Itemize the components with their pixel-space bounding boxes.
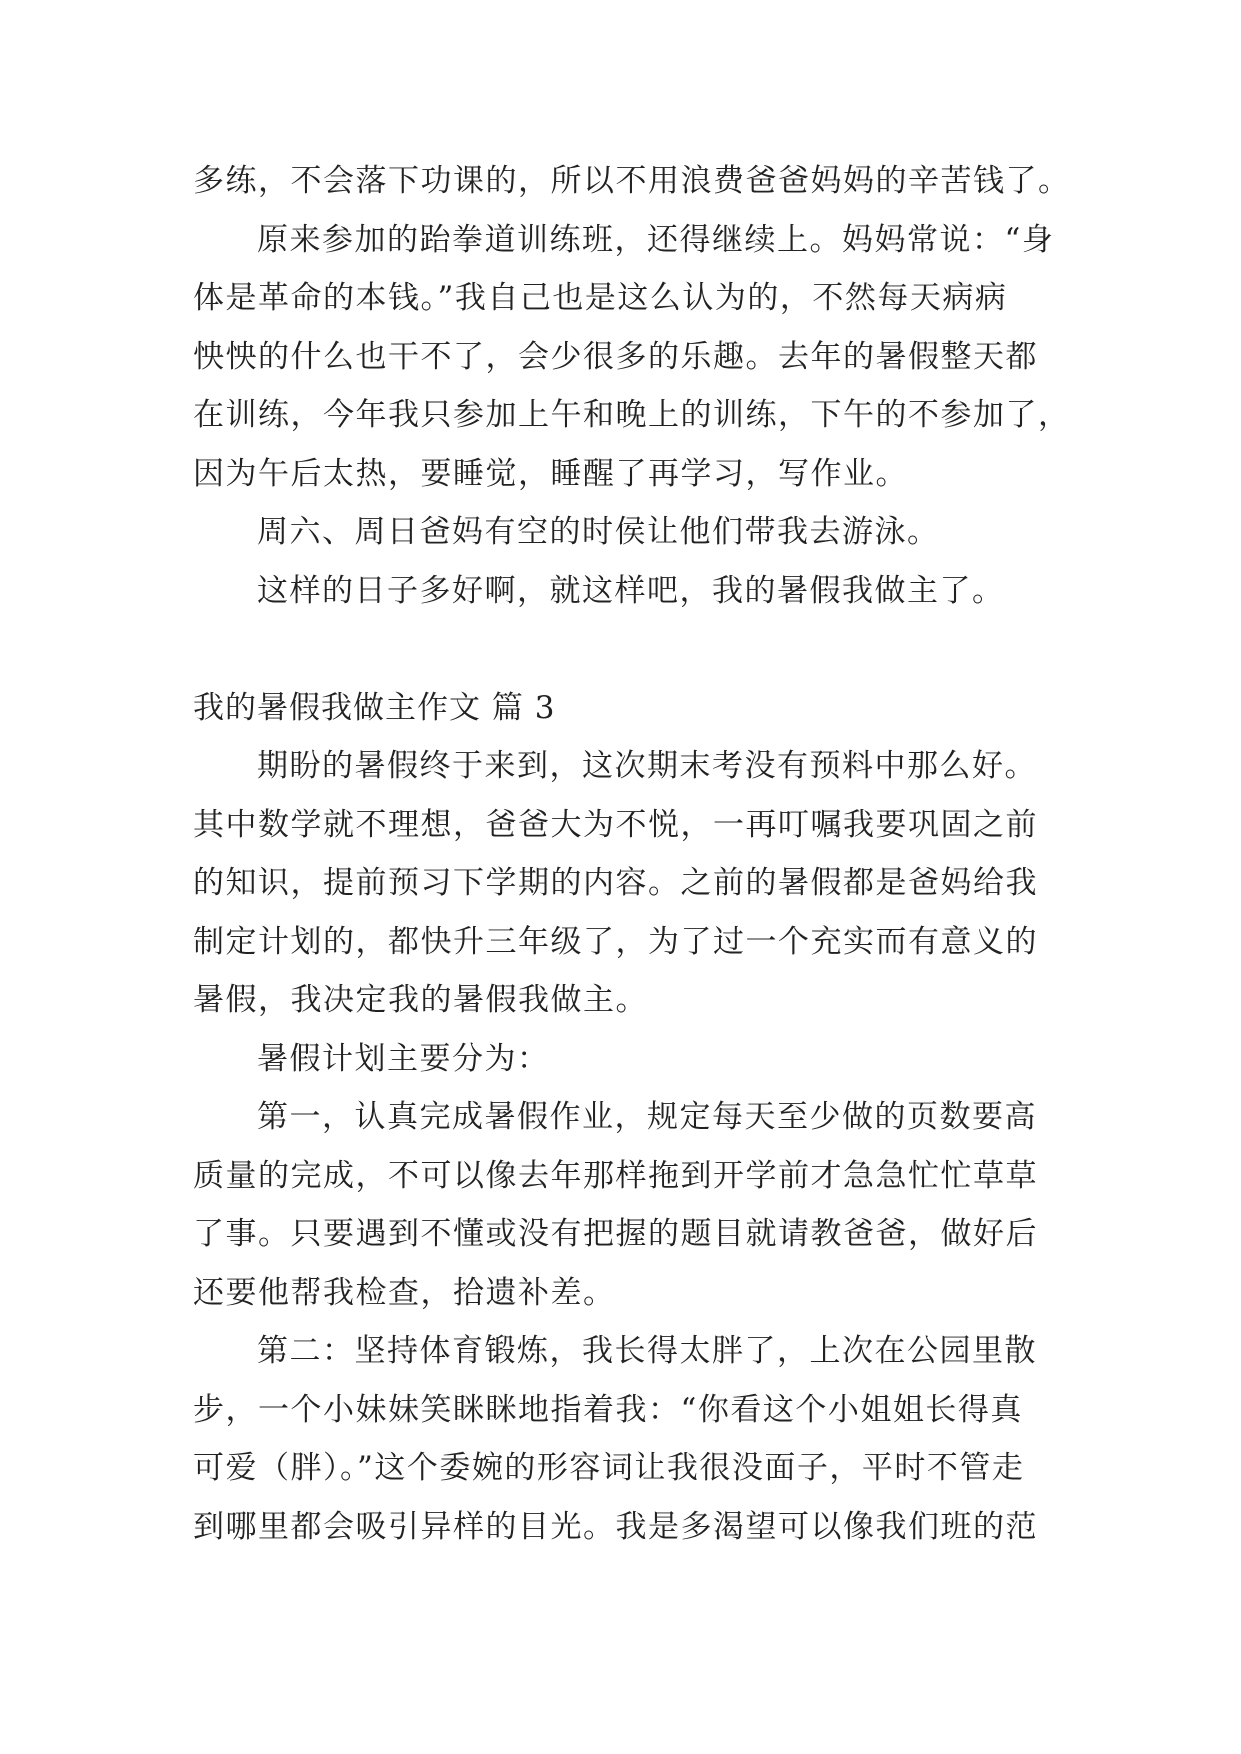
- text-line: 的知识，提前预习下学期的内容。之前的暑假都是爸妈给我: [193, 865, 1038, 901]
- text-line: 体是革命的本钱。”我自己也是这么认为的，不然每天病病: [193, 280, 1008, 316]
- text-line: 其中数学就不理想，爸爸大为不悦，一再叮嘱我要巩固之前: [193, 806, 1038, 843]
- paragraph-start-line: 期盼的暑假终于来到，这次期末考没有预料中那么好。: [257, 748, 1037, 784]
- text-line: 到哪里都会吸引异样的目光。我是多渴望可以像我们班的范: [193, 1508, 1038, 1545]
- text-line: 因为午后太热，要睡觉，睡醒了再学习，写作业。: [193, 455, 908, 492]
- paragraph-start-line: 暑假计划主要分为：: [257, 1040, 550, 1077]
- section-spacer: [193, 620, 1053, 679]
- text-line: 多练，不会落下功课的，所以不用浪费爸爸妈妈的辛苦钱了。: [193, 163, 1071, 199]
- paragraph-start-line: 第一，认真完成暑假作业，规定每天至少做的页数要高: [257, 1099, 1037, 1135]
- paragraph-start-line: 原来参加的跆拳道训练班，还得继续上。妈妈常说：“身: [257, 221, 1055, 258]
- paragraph-start-line: 第二：坚持体育锻炼，我长得太胖了，上次在公园里散: [257, 1333, 1037, 1369]
- paragraph-start-line: 周六、周日爸妈有空的时侯让他们带我去游泳。: [257, 514, 940, 550]
- text-line: 暑假，我决定我的暑假我做主。: [193, 982, 648, 1018]
- text-line: 步，一个小妹妹笑眯眯地指着我：“你看这个小姐姐长得真: [193, 1391, 1023, 1428]
- section-heading: 我的暑假我做主作文 篇 3: [193, 689, 556, 726]
- text-line: 了事。只要遇到不懂或没有把握的题目就请教爸爸，做好后: [193, 1216, 1038, 1252]
- text-line: 制定计划的，都快升三年级了，为了过一个充实而有意义的: [193, 923, 1038, 960]
- document-body: [193, 152, 1071, 1556]
- text-line: 怏怏的什么也干不了，会少很多的乐趣。去年的暑假整天都: [193, 338, 1038, 375]
- text-line: 还要他帮我检查，拾遗补差。: [193, 1274, 616, 1311]
- text-line: 质量的完成，不可以像去年那样拖到开学前才急急忙忙草草: [193, 1157, 1038, 1194]
- text-line: 在训练，今年我只参加上午和晚上的训练，下午的不参加了，: [193, 397, 1071, 433]
- paragraph-start-line: 这样的日子多好啊，就这样吧，我的暑假我做主了。: [257, 572, 1005, 609]
- text-line: 可爱（胖）。”这个委婉的形容词让我很没面子，平时不管走: [193, 1450, 1025, 1486]
